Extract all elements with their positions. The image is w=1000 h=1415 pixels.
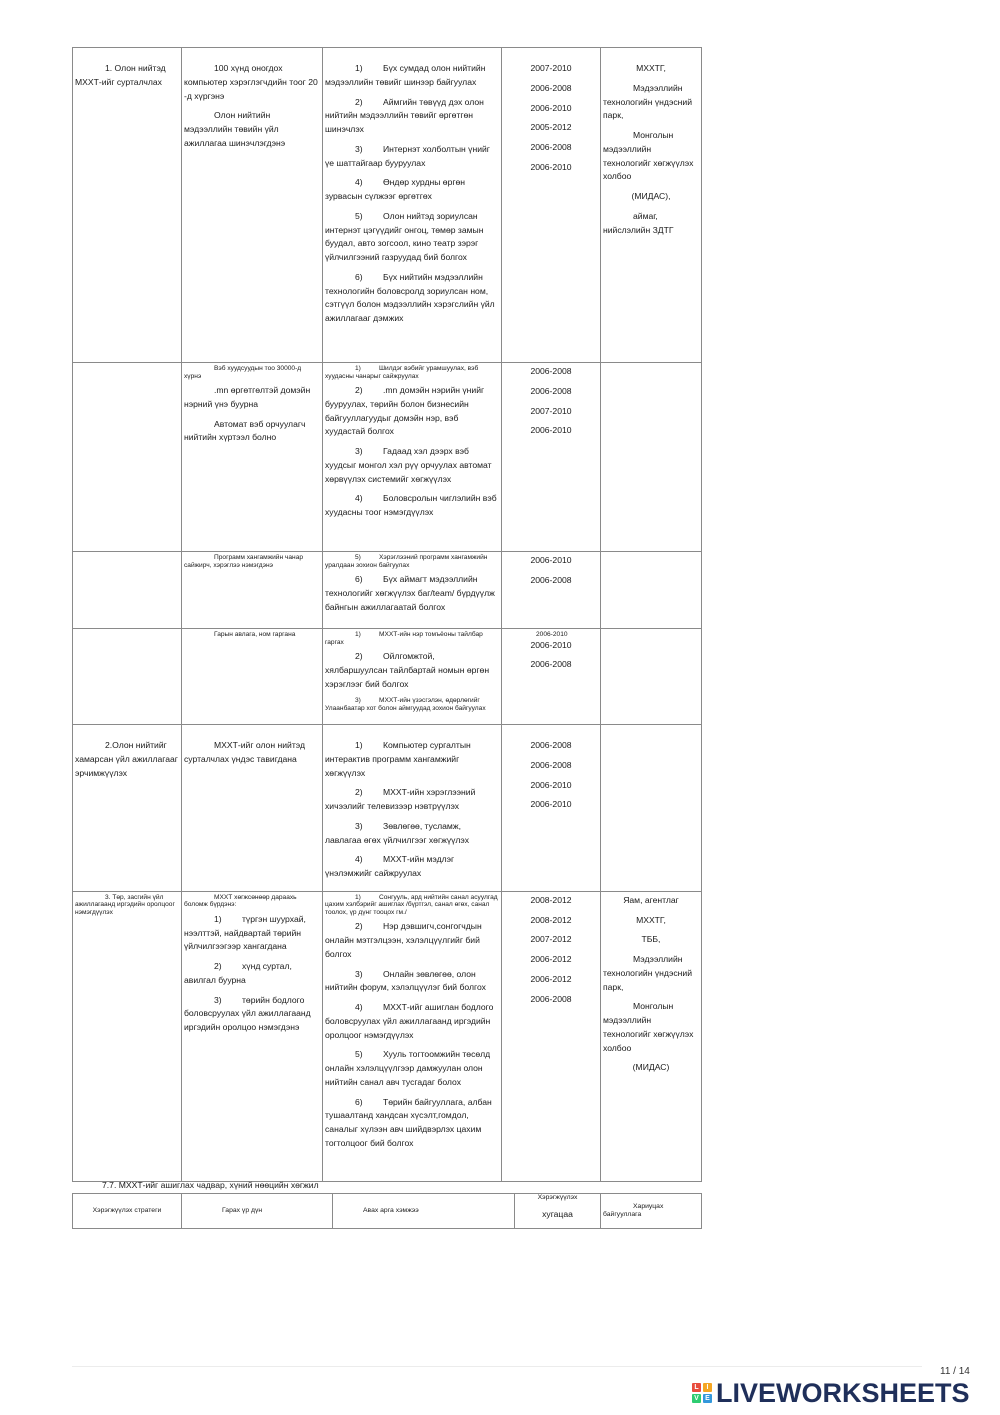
section-caption: 7.7. МХХТ-ийг ашиглах чадвар, хүний нөөцийн хөгжил xyxy=(102,1180,319,1190)
result-text: Программ хангамжийн чанар сайжирч, хэрэглээ нэмэгдэнэ xyxy=(184,554,304,569)
period-text: 2006-2008 xyxy=(530,740,572,750)
strategy-text: 3. Төр, засгийн үйл ажиллагаанд иргэдийн оролцоог нэмэгдүүлэх xyxy=(75,893,175,916)
action-cell xyxy=(323,629,502,725)
result-text: 100 хүнд оногдох компьютер хэрэглэгчдийн тоог 20 -д хүргэнэ xyxy=(184,63,318,101)
period-text: 2006-2010 xyxy=(530,102,572,113)
footer-divider xyxy=(72,1366,922,1367)
action-cell xyxy=(323,891,502,1181)
result-cell xyxy=(182,725,323,892)
table-row xyxy=(73,891,702,1181)
period-text: 2006-2008 xyxy=(530,385,572,396)
period-text: 2006-2010 xyxy=(530,799,572,810)
organization-text: ТББ, xyxy=(641,934,661,945)
strategy-text: 2.Олон нийтийг хамарсан үйл ажиллагааг эрчимжүүлэх xyxy=(75,740,178,778)
strategy-cell xyxy=(73,629,182,725)
header-period-line2: хугацаа xyxy=(542,1209,573,1220)
action-item: 4) Өндөр хурдны өргөн зурвасын сүлжээг өргөтгөх xyxy=(325,177,466,201)
header-strategy: Хэрэгжүүлэх стратеги xyxy=(73,1194,182,1229)
period-text: 2007-2012 xyxy=(530,934,572,945)
action-item: 6) Бүх аймагт мэдээллийн технологийг хөгжүүлэх баг/team/ бүрдүүлж байнгын ажиллагаатай болгох xyxy=(325,574,495,612)
logo-tile: I xyxy=(703,1383,712,1392)
action-cell xyxy=(323,725,502,892)
action-item: 5) Олон нийтэд зориулсан интернэт цэгүүдийг онгоц, төмөр замын буудал, авто зогсоол, кино театр зэрэг үйлчилгээний газруудад бий болгох xyxy=(325,210,484,262)
action-item: 2) МХХТ-ийн хэрэглээний хичээлийг телевизээр нэвтрүүлэх xyxy=(325,787,476,811)
action-cell xyxy=(323,552,502,629)
header-period-line1: Хэрэгжүүлэх xyxy=(537,1194,578,1201)
period-text: 2005-2012 xyxy=(530,122,572,133)
strategy-cell xyxy=(73,891,182,1181)
action-item: 1) Бүх сумдад олон нийтийн мэдээллийн төвийг шинээр байгуулах xyxy=(325,63,486,87)
table-row xyxy=(73,48,702,363)
period-text: 2006-2008 xyxy=(530,142,572,152)
period-text: 2006-2010 xyxy=(530,639,572,650)
result-item: 3) төрийн бодлого боловсруулах үйл ажиллагаанд иргэдийн оролцоо нэмэгдэнэ xyxy=(184,994,311,1033)
result-text: Гарын авлага, ном гаргана xyxy=(214,631,296,638)
period-cell xyxy=(502,629,601,725)
organization-text: МХХТГ, xyxy=(636,914,666,925)
period-text: 2006-2012 xyxy=(530,973,572,984)
result-item: 1) түргэн шуурхай, нээлттэй, найдвартай төрийн үйлчилгээгээр хангагдана xyxy=(184,913,306,952)
action-item: 2) Аймгийн төвүүд дэх олон нийтийн мэдээллийн төвийг өргөтгөн шинэчлэх xyxy=(325,96,484,134)
action-item: 1) Шилдэг вэбийг урамшуулах, вэб хуудасны чанарыг сайжруулах xyxy=(325,365,479,380)
action-item: 5) Хэрэглээний программ хангамжийн уралдаан зохион байгуулах xyxy=(325,554,488,569)
table-header-row xyxy=(73,1194,702,1229)
action-item: 3) Гадаад хэл дээрх вэб хуудсыг монгол хэл рүү орчуулах автомат хөрвүүлэх системийг хөгжүүлэх xyxy=(325,446,492,484)
strategy-cell xyxy=(73,725,182,892)
logo-tile: V xyxy=(692,1394,701,1403)
period-text: 2007-2010 xyxy=(530,405,572,416)
strategy-cell xyxy=(73,552,182,629)
action-item: 4) МХХТ-ийн мэдлэг үнэлэмжийг сайжруулах xyxy=(325,854,455,878)
result-text: Олон нийтийн мэдээллийн төвийн үйл ажиллагаа шинэчлэгдэнэ xyxy=(184,110,286,148)
period-cell xyxy=(502,48,601,363)
period-text: 2006-2012 xyxy=(530,954,572,964)
period-text: 2008-2012 xyxy=(530,894,572,905)
period-text: 2008-2012 xyxy=(530,914,572,925)
action-item: 2) Нэр дэвшигч,сонгогчдын онлайн мэтгэлцээн, хэлэлцүүлгийг бий болгох xyxy=(325,921,482,959)
organization-text: Монголын мэдээллийн технологийг хөгжүүлэх холбоо xyxy=(603,1001,694,1053)
period-text: 2006-2010 xyxy=(536,631,568,638)
action-cell xyxy=(323,363,502,552)
liveworksheets-logo xyxy=(692,1378,970,1408)
result-item: 2) хүнд суртал, авилгал буурна xyxy=(184,961,292,985)
period-text: 2006-2008 xyxy=(530,993,572,1004)
period-text: 2006-2008 xyxy=(530,82,572,93)
result-cell xyxy=(182,891,323,1181)
period-text: 2006-2010 xyxy=(530,555,572,565)
organization-text: Мэдээллийн технологийн үндэсний парк, xyxy=(603,82,693,121)
organization-cell xyxy=(601,48,702,363)
action-item: 6) Бүх нийтийн мэдээллийн технологийн боловсролд зориулсан ном, сэтгүүл болон мэдээллийн хэрэгслийн үйл ажиллагааг дэмжих xyxy=(325,271,495,323)
strategy-cell xyxy=(73,48,182,363)
period-text: 2007-2010 xyxy=(530,63,572,73)
period-cell xyxy=(502,363,601,552)
action-item: 2) Ойлгомжтой, хялбаршуулсан тайлбартай номын өргөн хэрэглээг бий болгох xyxy=(325,651,490,689)
table-row xyxy=(73,629,702,725)
table-row xyxy=(73,363,702,552)
action-item: 1) Сонгууль, ард нийтийн санал асуулгад цахим хэлбэрийг ашиглах /бүртгэл, санал өгөх, санал тоолох, үр дүнг тооцох гм./ xyxy=(325,893,498,916)
action-cell xyxy=(323,48,502,363)
organization-text: Монголын мэдээллийн технологийг хөгжүүлэх холбоо xyxy=(603,130,694,182)
table-row xyxy=(73,552,702,629)
page-number: 11 / 14 xyxy=(940,1366,970,1377)
period-text: 2006-2008 xyxy=(530,659,572,670)
organization-text: аймаг, нийслэлийн ЗДТГ xyxy=(603,210,674,235)
action-item: 1) МХХТ-ийн нэр томъёоны тайлбар гаргах xyxy=(325,631,483,646)
logo-tile: L xyxy=(692,1383,701,1392)
result-text: МХХТ-ийг олон нийтэд сурталчлах үндэс тавигдана xyxy=(184,740,305,764)
action-item: 3) Онлайн зөвлөгөө, олон нийтийн форум, хэлэлцүүлэг бий болгох xyxy=(325,968,486,993)
logo-icon xyxy=(692,1383,712,1403)
period-text: 2006-2008 xyxy=(530,759,572,770)
period-text: 2006-2010 xyxy=(530,425,572,436)
result-cell xyxy=(182,363,323,552)
action-item: 3) Зөвлөгөө, тусламж, лавлагаа өгөх үйлчилгээг хөгжүүлэх xyxy=(325,820,470,845)
strategy-cell xyxy=(73,363,182,552)
organization-cell xyxy=(601,363,702,552)
action-item: 4) Боловсролын чиглэлийн вэб хуудасны тоог нэмэгдүүлэх xyxy=(325,493,497,518)
organization-text: (МИДАС) xyxy=(632,1062,670,1073)
logo-text: LIVEWORKSHEETS xyxy=(716,1377,970,1408)
strategy-table xyxy=(72,47,702,1182)
strategy-text: 1. Олон нийтэд МХХТ-ийг сурталчлах xyxy=(75,63,166,87)
organization-text: Яам, агентлаг xyxy=(623,894,679,905)
result-text: Вэб хуудсуудын тоо 30000-д хүрнэ xyxy=(184,365,302,380)
action-item: 6) Төрийн байгууллага, албан тушаалтанд хандсан хүсэлт,гомдол, саналыг хүлээн авч шийдвэрлэх цахим тогтолцоог бий болгох xyxy=(325,1096,492,1148)
period-cell xyxy=(502,552,601,629)
organization-cell xyxy=(601,629,702,725)
result-text: Автомат вэб орчуулагч нийтийн хүртээл болно xyxy=(184,418,306,443)
organization-cell xyxy=(601,552,702,629)
period-text: 2006-2010 xyxy=(530,161,572,172)
organization-text: Мэдээллийн технологийн үндэсний парк, xyxy=(603,954,693,992)
action-item: 4) МХХТ-ийг ашиглан бодлого боловсруулах үйл ажиллагаанд иргэдийн оролцоог нэмэгдүүлэх xyxy=(325,1002,494,1040)
organization-text: (МИДАС), xyxy=(631,191,671,201)
result-cell xyxy=(182,48,323,363)
result-text: .mn өргөтгөлтэй домэйн нэрний үнэ буурна xyxy=(184,385,311,409)
result-cell xyxy=(182,629,323,725)
period-cell xyxy=(502,725,601,892)
table-row xyxy=(73,725,702,892)
header-period xyxy=(515,1194,601,1229)
period-text: 2006-2010 xyxy=(530,779,572,790)
action-item: 2) .mn домэйн нэрийн үнийг бууруулах, төрийн болон бизнесийн байгууллагуудыг домэйн нэр, вэб хуудастай болгох xyxy=(325,385,485,437)
organization-text: МХХТГ, xyxy=(636,63,666,73)
organization-cell xyxy=(601,725,702,892)
result-text: МХХТ хөгжсөнөөр дараахь боломж бүрдэнэ: xyxy=(184,893,297,909)
period-cell xyxy=(502,891,601,1181)
header-organization: Хариуцах байгууллага xyxy=(601,1194,702,1229)
organization-cell xyxy=(601,891,702,1181)
action-item: 5) Хууль тогтоомжийн төсөлд онлайн хэлэлцүүлгээр дамжуулан олон нийтийн санал авч тусгадаг болох xyxy=(325,1049,491,1087)
next-table-header xyxy=(72,1193,702,1229)
action-item: 3) Интернэт холболтын үнийг үе шаттайгаар бууруулах xyxy=(325,143,490,168)
period-text: 2006-2008 xyxy=(530,574,572,585)
header-result: Гарах үр дүн xyxy=(182,1194,333,1229)
action-item: 1) Компьютер сургалтын интерактив программ хангамжийг хөгжүүлэх xyxy=(325,740,471,778)
header-action: Авах арга хэмжээ xyxy=(333,1194,515,1229)
action-item: 3) МХХТ-ийн үзэсгэлэн, өдөрлөгийг Улаанбаатар хот болон аймгуудад зохион байгуулах xyxy=(325,697,486,712)
period-text: 2006-2008 xyxy=(530,366,572,376)
logo-tile: E xyxy=(703,1394,712,1403)
result-cell xyxy=(182,552,323,629)
